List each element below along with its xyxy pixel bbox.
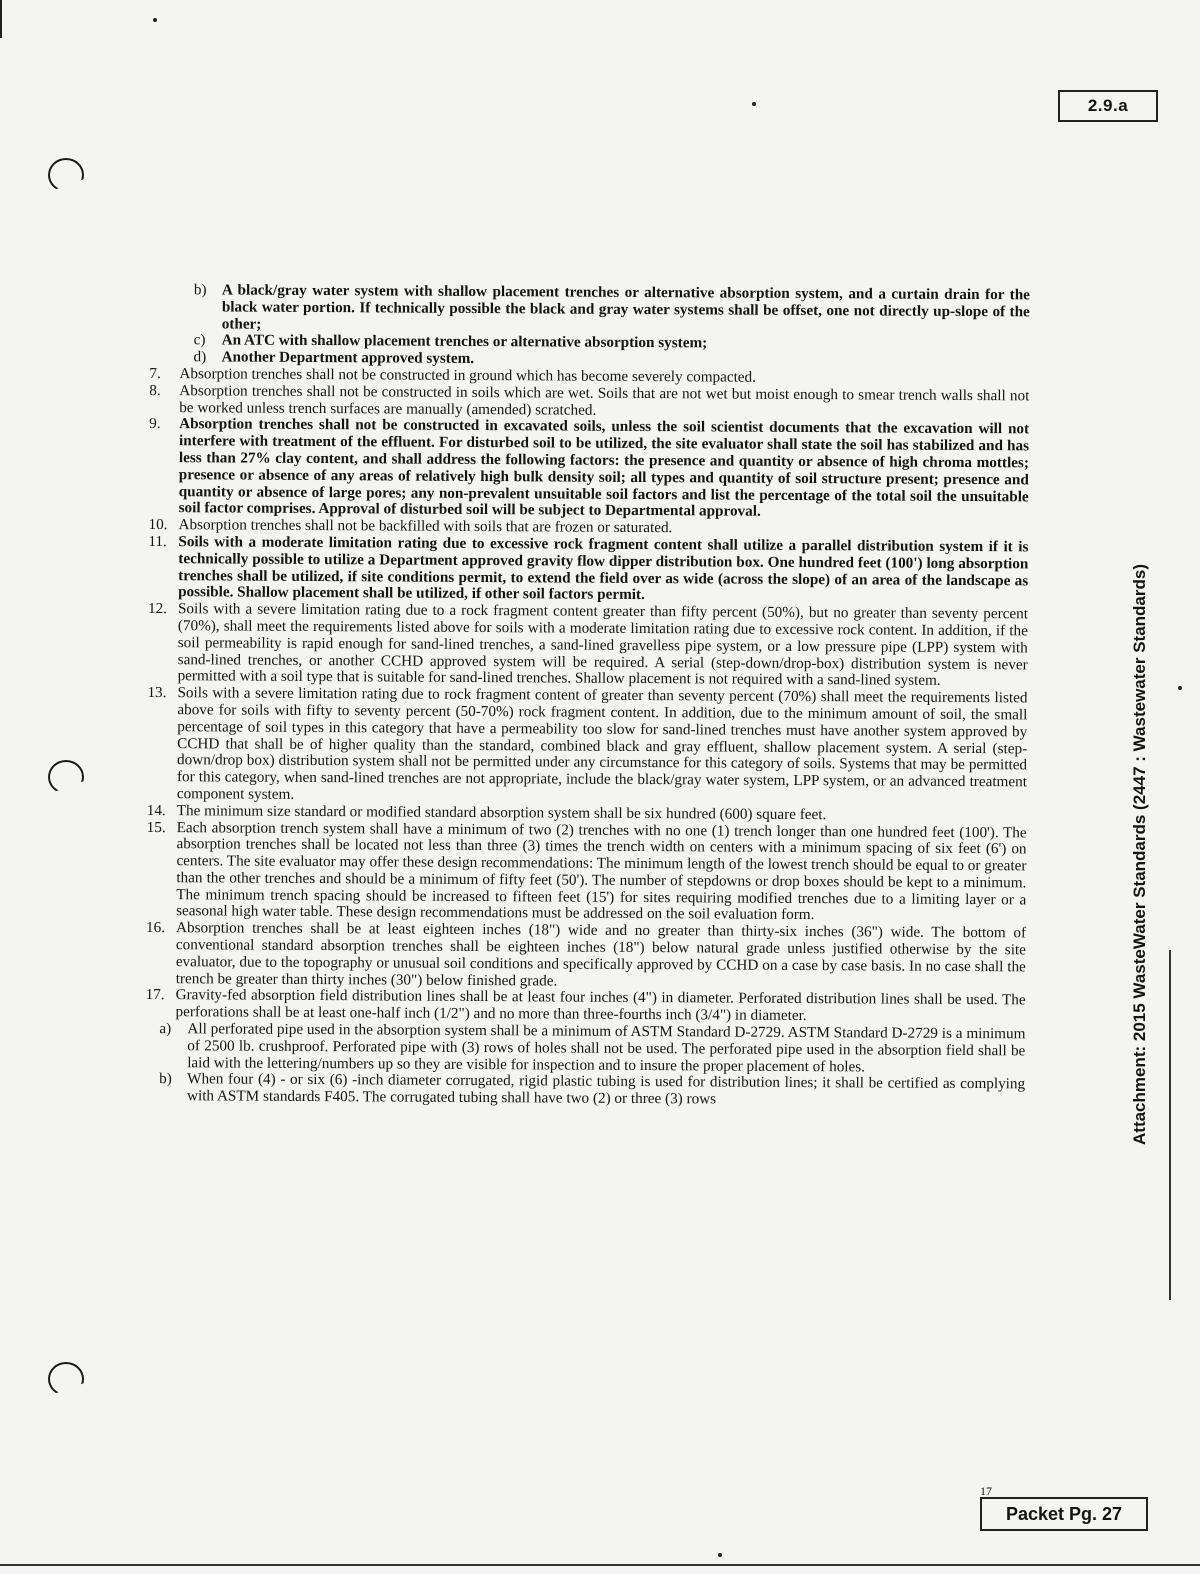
item-text: Absorption trenches shall not be constructed in ground which has become severely compacted. bbox=[179, 365, 757, 386]
scan-speck bbox=[153, 18, 157, 22]
scan-speck bbox=[718, 1553, 722, 1557]
list-item bbox=[149, 416, 1030, 522]
scan-edge-mark bbox=[0, 1564, 1200, 1566]
item-marker: b) bbox=[193, 281, 207, 299]
item-text: The minimum size standard or modified standard absorption system shall be six hundred (600) square feet. bbox=[176, 801, 827, 823]
document-body bbox=[145, 282, 1030, 1110]
item-text: Gravity-fed absorption field distribution lines shall be at least four inches (4") in diameter. Perforated distribution lines shall be used. The perforations shall be at least one-half inch (1/2") and no more than three-fourths inch (3/4") in diameter. bbox=[175, 986, 1026, 1025]
item-text: Absorption trenches shall be at least eighteen inches (18") wide and no greater than thirty-six inches (36") wide. The bottom of conventional standard absorption trenches shall be eighteen inches (18") below natural grade unless justified otherwise by the site evaluator, due to the topography or unusual soil conditions and specifically approved by CCHD on a case by case basis. In no case shall the trench be greater than thirty inches (30") below finished grade. bbox=[175, 919, 1027, 990]
list-item bbox=[146, 920, 1026, 993]
item-text: When four (4) - or six (6) -inch diameter corrugated, rigid plastic tubing is used for distribution lines; it shall be certified as complying with ASTM standards F405. The corrugated tubing shall have two (2) or three (3) rows bbox=[186, 1070, 1026, 1108]
list-item bbox=[194, 282, 1030, 337]
list-item bbox=[147, 685, 1028, 808]
item-text: Absorption trenches shall not be constructed in excavated soils, unless the soil scientist documents that the excavation will not interfere with treatment of the effluent. For disturbed soil to be utilized, the site evaluator shall state the soil has stabilized and has less than 27% clay content, and shall address the following factors: the presence and quantity or absence of high chroma mottles; presence or absence of any areas of relatively high bulk density soil; all types and quantity of soil structure present; presence and quantity or absence of large pores; any non-prevalent unsuitable soil factors and list the percentage of the total soil the unsuitable soil factor comprises. Approval of disturbed soil will be subject to Departmental approval. bbox=[178, 415, 1030, 521]
item-marker: d) bbox=[193, 348, 207, 366]
item-marker: a) bbox=[159, 1020, 172, 1038]
item-text: Absorption trenches shall not be constructed in soils which are wet. Soils that are not wet but moist enough to smear trench walls shall not be worked unless trench surfaces are manually (amended) scratched. bbox=[179, 381, 1030, 419]
item-number: 12. bbox=[147, 600, 168, 618]
item-text: Soils with a severe limitation rating due to a rock fragment content greater than fifty percent (50%), but no greater than seventy percent (70%), shall meet the requirements listed above for soils with a moderate limitation rating due to excessive rock content. In addition, if the soil permeability is rapid enough for sand-lined trenches, a sand-lined gravelless pipe system, or a low pressure pipe (LPP) system with sand-lined trenches, or another CCHD approved system will be required. A serial (step-down/drop-box) distribution system is never permitted with a soil type that is suitable for sand-lined trenches. Shallow placement is not required with a sand-lined system. bbox=[177, 600, 1029, 690]
item-number: 11. bbox=[148, 532, 167, 551]
page-number: 17 bbox=[980, 1484, 992, 1498]
punch-hole-icon bbox=[48, 760, 84, 794]
item-text: Another Department approved system. bbox=[221, 348, 475, 368]
item-text: Soils with a moderate limitation rating due to excessive rock fragment content shall utilize a parallel distribution system if it is technically possible to utilize a Department approved gravity flow dipper distribution box. One hundred feet (100') long absorption trenches shall be utilized, if site conditions permit, to extend the field over as wide (across the slope) of an area of the landscape as possible. Shallow placement shall be utilized, if other soil factors permit. bbox=[178, 533, 1029, 604]
item-number: 15. bbox=[146, 818, 166, 836]
section-badge: 2.9.a bbox=[1058, 90, 1158, 122]
item-number: 17. bbox=[145, 986, 165, 1004]
item-text: All perforated pipe used in the absorption system shall be a minimum of ASTM Standard D-2729. ASTM Standard D-2729 is a minimum of 2500 lb. crushproof. Perforated pipe with (3) rows of holes shall not be used. The perforated pipe used in the absorption field shall be laid with the lettering/numbers up so they are visible for inspection and to insure the proper placement of holes. bbox=[187, 1020, 1026, 1076]
item-number: 10. bbox=[148, 516, 168, 534]
item-text: Each absorption trench system shall have a minimum of two (2) trenches with no one (1) trench longer than one hundred feet (100'). The absorption trenches shall be located not less than three (3) times the trench width on centers with a minimum spacing of six feet (6') on centers. The site evaluator may offer these design recommendations: The minimum length of the lowest trench should be equal to or greater than the other trenches and should be a minimum of fifty feet (50'). The number of stepdowns or drop boxes should be kept to a minimum. The minimum trench spacing should be increased to fifteen feet (15') for sites requiring modified trenches due to a limiting layer or a seasonal high water table. These design recommendations must be addressed on the soil evaluation form. bbox=[176, 818, 1027, 924]
punch-hole-icon bbox=[48, 1362, 84, 1396]
item-number: 7. bbox=[149, 364, 161, 383]
item-text: Soils with a severe limitation rating due to rock fragment content of greater than seventy percent (70%) shall meet the requirements listed above for soils with fifty to seventy percent (50-70%) rock fragment content. In addition, due to the minimum amount of soil, the small percentage of soil types in this category that have a permeability too slow for sand-lined trenches must have another system approved by CCHD that shall be of higher quality than the standard, combined black and gray effluent, shallow placement system. A serial (step-down/drop box) distribution system shall not be permitted under any circumstance for this category of soils. Systems that may be permitted for this category, when sand-lined trenches are not appropriate, include the black/gray water system, LPP system, or an advanced treatment component system. bbox=[176, 684, 1028, 803]
item-number: 13. bbox=[147, 684, 167, 702]
item-number: 9. bbox=[149, 415, 161, 433]
list-item bbox=[148, 601, 1028, 690]
item-number: 16. bbox=[146, 919, 166, 937]
scan-edge-mark bbox=[0, 0, 2, 38]
packet-page-badge: Packet Pg. 27 bbox=[980, 1497, 1148, 1531]
item-text: A black/gray water system with shallow placement trenches or alternative absorption system, and a curtain drain for the black water portion. If technically possible the black and gray water systems shall be offset, one not directly up-slope of the other; bbox=[221, 281, 1030, 333]
item-text: An ATC with shallow placement trenches or alternative absorption system; bbox=[221, 331, 708, 352]
scan-speck bbox=[1178, 686, 1182, 690]
list-item bbox=[159, 1021, 1025, 1077]
list-item bbox=[159, 1072, 1025, 1111]
item-number: 14. bbox=[146, 801, 166, 819]
item-marker: c) bbox=[193, 331, 206, 349]
list-item bbox=[146, 819, 1027, 925]
attachment-side-label: Attachment: 2015 WasteWater Standards (2447 : Wastewater Standards) bbox=[1130, 563, 1149, 1145]
item-number: 8. bbox=[149, 381, 161, 399]
list-item bbox=[148, 534, 1028, 607]
side-rule bbox=[1169, 950, 1171, 1300]
item-text: Absorption trenches shall not be backfilled with soils that are frozen or saturated. bbox=[178, 516, 673, 537]
scan-speck bbox=[752, 102, 756, 106]
punch-hole-icon bbox=[48, 158, 84, 192]
item-marker: b) bbox=[159, 1070, 172, 1088]
